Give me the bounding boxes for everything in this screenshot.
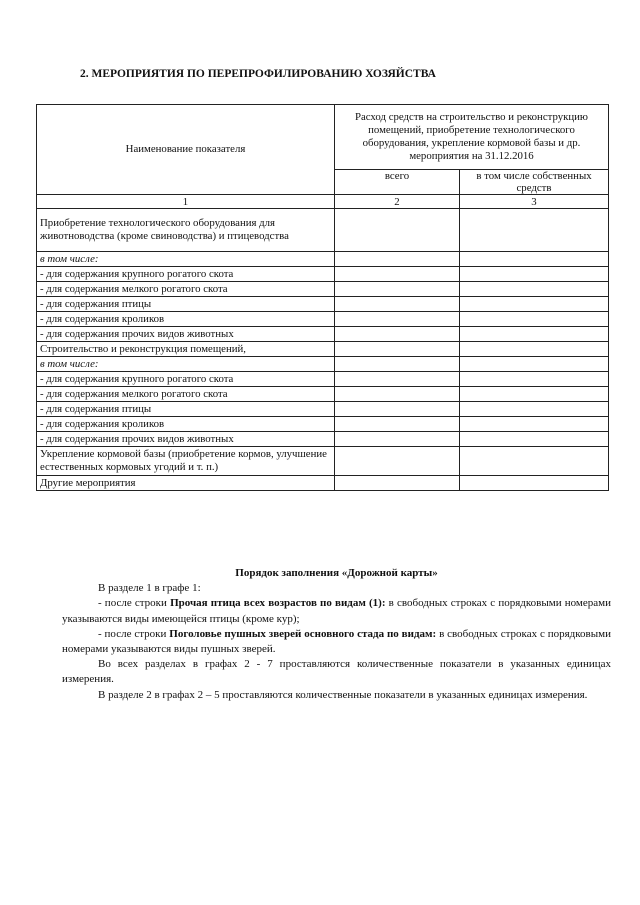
cell-own bbox=[460, 357, 609, 372]
cell-total bbox=[335, 327, 460, 342]
instructions-paragraph bbox=[62, 596, 611, 626]
cell-own bbox=[460, 209, 609, 252]
cell-total bbox=[335, 447, 460, 476]
measures-table bbox=[36, 104, 609, 491]
cell-total bbox=[335, 372, 460, 387]
cell-own bbox=[460, 402, 609, 417]
table-row bbox=[37, 447, 609, 476]
table-row bbox=[37, 432, 609, 447]
cell-own bbox=[460, 282, 609, 297]
text-span: в свободных строках с порядковыми номерами указываются виды имеющейся птицы (кроме кур); bbox=[62, 597, 611, 625]
cell-total bbox=[335, 282, 460, 297]
row-label: Укрепление кормовой базы (приобретение кормов, улучшение естественных кормовых угодий и т. п.) bbox=[37, 447, 335, 476]
row-label: - для содержания прочих видов животных bbox=[37, 432, 335, 447]
table-row bbox=[37, 282, 609, 297]
row-label: - для содержания мелкого рогатого скота bbox=[37, 282, 335, 297]
row-label: - для содержания прочих видов животных bbox=[37, 327, 335, 342]
table-row bbox=[37, 327, 609, 342]
row-label: - для содержания кроликов bbox=[37, 312, 335, 327]
cell-total bbox=[335, 342, 460, 357]
cell-own bbox=[460, 447, 609, 476]
row-label: в том числе: bbox=[37, 252, 335, 267]
table-row bbox=[37, 372, 609, 387]
row-label: - для содержания мелкого рогатого скота bbox=[37, 387, 335, 402]
header-own-funds: в том числе собственных средств bbox=[460, 170, 609, 195]
cell-own bbox=[460, 327, 609, 342]
instructions-paragraph bbox=[62, 627, 611, 657]
table-row bbox=[37, 252, 609, 267]
text-span: - после строки bbox=[98, 597, 171, 610]
filling-instructions bbox=[62, 566, 611, 703]
row-label: в том числе: bbox=[37, 357, 335, 372]
cell-own bbox=[460, 297, 609, 312]
col-number-1: 1 bbox=[37, 195, 335, 209]
cell-total bbox=[335, 267, 460, 282]
section-title: 2. МЕРОПРИЯТИЯ ПО ПЕРЕПРОФИЛИРОВАНИЮ ХОЗЯЙСТВА bbox=[80, 68, 436, 80]
instructions-paragraph: В разделе 1 в графе 1: bbox=[98, 582, 201, 595]
row-label: - для содержания кроликов bbox=[37, 417, 335, 432]
cell-total bbox=[335, 402, 460, 417]
cell-own bbox=[460, 267, 609, 282]
row-label: - для содержания крупного рогатого скота bbox=[37, 267, 335, 282]
instructions-paragraph: В разделе 2 в графах 2 – 5 проставляются количественные показатели в указанных единицах измерения. bbox=[98, 688, 588, 701]
row-label: - для содержания крупного рогатого скота bbox=[37, 372, 335, 387]
col-number-3: 3 bbox=[460, 195, 609, 209]
cell-total bbox=[335, 432, 460, 447]
column-number-row bbox=[37, 195, 609, 209]
instructions-paragraph: Во всех разделах в графах 2 - 7 проставляются количественные показатели в указанных единицах измерения. bbox=[62, 658, 611, 686]
row-label: - для содержания птицы bbox=[37, 297, 335, 312]
cell-total bbox=[335, 357, 460, 372]
cell-total bbox=[335, 252, 460, 267]
table-row bbox=[37, 417, 609, 432]
cell-own bbox=[460, 372, 609, 387]
table-row bbox=[37, 387, 609, 402]
cell-total bbox=[335, 387, 460, 402]
cell-own bbox=[460, 417, 609, 432]
cell-own bbox=[460, 252, 609, 267]
cell-total bbox=[335, 476, 460, 491]
cell-own bbox=[460, 387, 609, 402]
cell-total bbox=[335, 417, 460, 432]
text-span: - после строки bbox=[98, 627, 170, 640]
col-number-2: 2 bbox=[335, 195, 460, 209]
cell-own bbox=[460, 432, 609, 447]
cell-total bbox=[335, 312, 460, 327]
cell-own bbox=[460, 476, 609, 491]
table-row bbox=[37, 357, 609, 372]
text-span: в свободных строках с порядковыми номерами указываются виды пушных зверей. bbox=[62, 627, 611, 656]
cell-own bbox=[460, 312, 609, 327]
table-header-row bbox=[37, 105, 609, 170]
table-row bbox=[37, 476, 609, 491]
row-label: - для содержания птицы bbox=[37, 402, 335, 417]
cell-total bbox=[335, 297, 460, 312]
cell-own bbox=[460, 342, 609, 357]
bold-text: Прочая птица всех возрастов по видам (1): bbox=[170, 597, 386, 610]
cell-total bbox=[335, 209, 460, 252]
header-total: всего bbox=[335, 170, 460, 195]
table-row bbox=[37, 402, 609, 417]
table-row bbox=[37, 297, 609, 312]
row-label: Другие мероприятия bbox=[37, 476, 335, 491]
header-expense: Расход средств на строительство и реконструкцию помещений, приобретение технологического оборудования, укрепление кормовой базы и др. мероприятия на 31.12.2016 bbox=[335, 105, 609, 170]
row-label: Строительство и реконструкция помещений, bbox=[37, 342, 335, 357]
table-row bbox=[37, 342, 609, 357]
table-row bbox=[37, 267, 609, 282]
row-label: Приобретение технологического оборудования для животноводства (кроме свиноводства) и птицеводства bbox=[37, 209, 335, 252]
instructions-heading: Порядок заполнения «Дорожной карты» bbox=[235, 567, 438, 579]
table-row bbox=[37, 209, 609, 252]
table-row bbox=[37, 312, 609, 327]
bold-text: Поголовье пушных зверей основного стада по видам: bbox=[169, 627, 437, 640]
header-name: Наименование показателя bbox=[37, 105, 335, 195]
